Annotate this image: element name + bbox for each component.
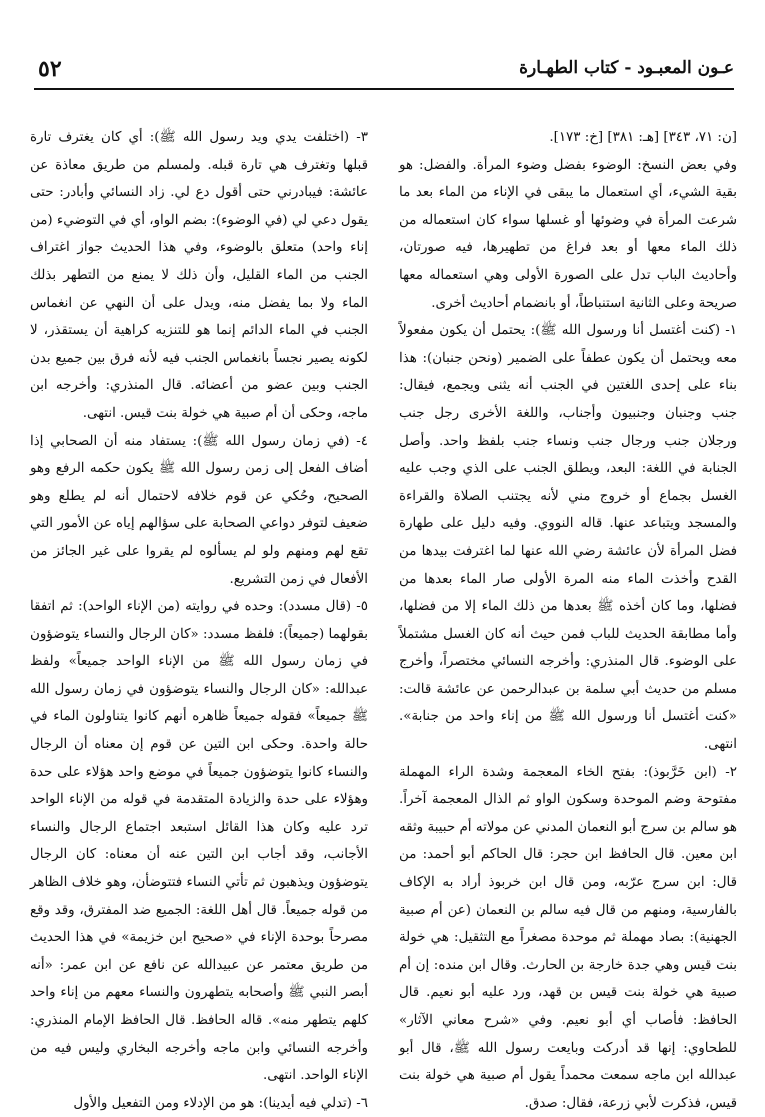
note-3: ٣- (اختلفت يدي ويد رسول الله ﷺ): أي كان يغترف تارة قبلها وتغترف هي تارة قبله. ولمسلم من طريق معاذة عن عائشة: فيبادرني حتى أقول دع لي. زاد النسائي وأبادر: حتى يقول دعي لي (في الوضوء): بضم الواو، أي في التوضيء (من إناء واحد) متعلق بالوضوء، وفي هذا الحديث جواز اغتراف الجنب من الماء القليل، وأن ذلك لا يمنع من التطهر بذلك الماء ولا بما يفضل منه، ويدل على أن النهي عن انغماس الجنب في الماء الدائم إنما هو للتنزيه كراهية أن يستقذر، لا لكونه يصير نجساً بانغماس الجنب فيه لأنه فرق بين جميع بدن الجنب وبين عضو من أعضائه. قال المنذري: وأخرجه ابن ماجه، وحكى أن أم صبية هي خولة بنت قيس. انتهى. (30, 130, 368, 421)
note-2: ٢- (ابن خَرَّبوذ): بفتح الخاء المعجمة وشدة الراء المهملة مفتوحة وضم الموحدة وسكون الواو ثم الذال المعجمة آخراً. هو سالم بن سرج أبو النعمان المدني عن مولاته أم حبيبة وثقه ابن معين. قال الحافظ ابن حجر: قال الحاكم أبو أحمد: من قال: ابن سرج عرّبه، ومن قال ابن خربوذ أراد به الإكاف بالفارسية، ومنهم من قال فيه سالم بن النعمان (عن أم صبية الجهنية): بصاد مهملة ثم موحدة مصغراً مع التثقيل: هي خولة بنت قيس وهي جدة خارجة بن الحارث. وقال ابن منده: إن أم صبية هي خولة بنت قيس بن قهد، ورد عليه أبو نعيم. قال الحافظ: فأصاب أي أبو نعيم. وفي «شرح معاني الآثار» للطحاوي: إنها قد أدركت وبايعت رسول الله ﷺ، قال أبو عبدالله ابن ماجه سمعت محمداً يقول أم صبية هي خولة بنت قيس، فذكرت لأبي زرعة، فقال: صدق. (399, 764, 737, 1111)
note-4: ٤- (في زمان رسول الله ﷺ): يستفاد منه أن الصحابي إذا أضاف الفعل إلى زمن رسول الله ﷺ يكون حكمه الرفع وهو الصحيح، وحُكي عن قوم خلافه لاحتمال أنه لم يطلع وهو ضعيف لتوفر دواعي الصحابة على سؤالهم إياه عن الأمور التي تقع لهم ومنهم ولو لم يسألوه لم يقروا على غير الجائز من الأفعال في زمن التشريع. (30, 433, 368, 587)
page-number: ٥٢ (38, 56, 62, 82)
header-rule (34, 88, 734, 90)
note-5: ٥- (قال مسدد): وحده في روايته (من الإناء الواحد): ثم اتفقا بقولهما (جميعاً): فلفظ مسدد: «كان الرجال والنساء يتوضؤون في زمان رسول الله ﷺ من الإناء الواحد جميعاً» ولفظ عبدالله: «كان الرجال والنساء يتوضؤون في زمان رسول الله ﷺ جميعاً» فقوله جميعاً ظاهره أنهم كانوا يتناولون الماء في حالة واحدة. وحكى ابن التين عن قوم إن معناه أن الرجال والنساء كانوا يتوضؤون جميعاً في موضع واحد هؤلاء على حدة وهؤلاء على حدة والزيادة المتقدمة في قوله من الإناء الواحد ترد عليه وكان هذا القائل استبعد اجتماع الرجال والنساء الأجانب، وقد أجاب ابن التين عنه أن معناه: كان الرجال يتوضؤون ويذهبون ثم تأتي النساء فتتوضأن، وهو خلاف الظاهر من قوله جميعاً. قال أهل اللغة: الجميع ضد المفترق، وقد وقع مصرحاً بوحدة الإناء في «صحيح ابن خزيمة» في هذا الحديث من طريق معتمر عن عبيدالله عن نافع عن ابن عمر: «أنه أبصر النبي ﷺ وأصحابه يتطهرون والنساء معهم من إناء واحد كلهم يتطهر منه». قاله الحافظ. قال الحافظ الإمام المنذري: وأخرجه النسائي وابن ماجه وأخرجه البخاري وليس فيه من الإناء الواحد. انتهى. (30, 599, 368, 1084)
right-column (399, 124, 737, 1111)
note-6: ٦- (تدلي فيه أيدينا): هو من الإدلاء ومن التفعيل والأول (73, 1095, 368, 1111)
left-column (30, 124, 368, 1111)
page-header (34, 56, 734, 88)
reference-line: [ن: ٧١، ٣٤٣] [هـ: ٣٨١] [خ: ١٧٣]. (549, 130, 737, 145)
note-1: ١- (كنت أغتسل أنا ورسول الله ﷺ): يحتمل أن يكون مفعولاً معه ويحتمل أن يكون عطفاً على الضمير (ونحن جنبان): هذا بناء على إحدى اللغتين في الجنب أنه يثنى ويجمع، فيقال: جنب وجنبان وجنبيون وأجناب، واللغة الأخرى رجل جنب ورجلان جنب ورجال جنب ونساء جنب بلفظ واحد. وأصل الجنابة في اللغة: البعد، ويطلق الجنب على الذي وجب عليه الغسل بجماع أو خروج مني لأنه يجتنب الصلاة والقراءة والمسجد ويتباعد عنها. قاله النووي. وفيه دليل على طهارة فضل المرأة لأن عائشة رضي الله عنها لما اغترفت بيدها من القدح وأخذت الماء منه المرة الأولى صار الماء بعدها من فضلها، وما كان أخذه ﷺ بعدها من ذلك الماء إلا من فضلها، وأما مطابقة الحديث للباب فمن حيث أنه كان الغسل مشتملاً على الوضوء. قال المنذري: وأخرجه النسائي مختصراً، وأخرج مسلم من حديث أبي سلمة بن عبدالرحمن عن عائشة قالت: «كنت أغتسل أنا ورسول الله ﷺ من إناء واحد من جنابة». انتهى. (399, 323, 737, 753)
running-title: عـون المعبـود - كتاب الطهـارة (519, 58, 734, 78)
paragraph: وفي بعض النسخ: الوضوء بفضل وضوء المرأة. والفضل: هو بقية الشيء، أي استعمال ما يبقى في الإناء من الماء بعد ما شرعت المرأة في وضوئها أو غسلها سواء كان استعماله من ذلك الماء معها أو بعد فراغ من تطهيرها، فيه صورتان، وأحاديث الباب تدل على الصورة الأولى وهي استعماله معها صريحة وعلى الثانية استنباطاً، أو بانضمام أحاديث أخرى. (399, 157, 737, 311)
